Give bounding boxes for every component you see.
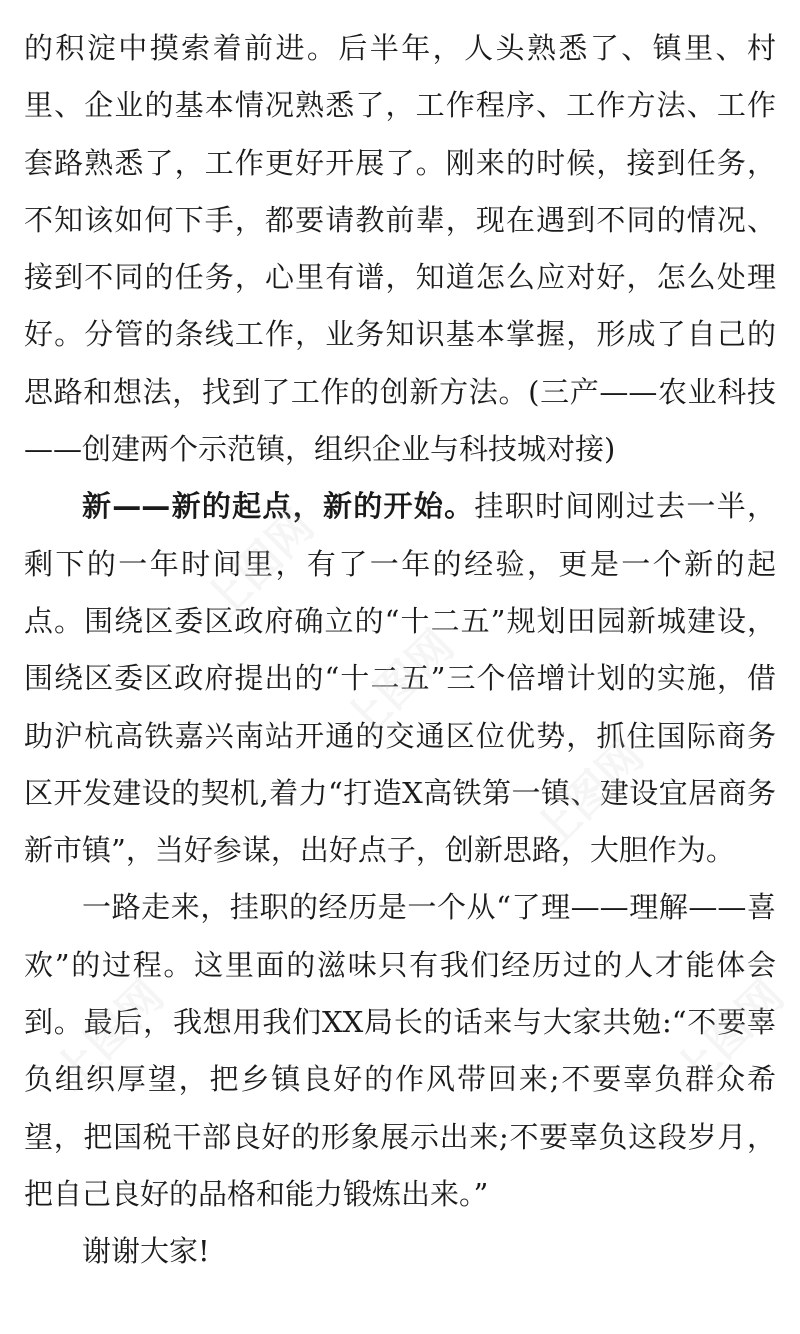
watermark: 上图网 (334, 620, 464, 750)
watermark: 上图网 (44, 970, 174, 1100)
paragraph-continuation: 的积淀中摸索着前进。后半年，人头熟悉了、镇里、村里、企业的基本情况熟悉了，工作程序、工作方法、工作套路熟悉了，工作更好开展了。刚来的时候，接到任务，不知该如何下手，都要请教前辈，现在遇到不同的情况、接到不同的任务，心里有谱，知道怎么应对好，怎么处理好。分管的条线工作，业务知识基本掌握，形成了自己的思路和想法，找到了工作的创新方法。(三产——农业科技——创建两个示范镇，组织企业与科技城对接) (24, 31, 776, 467)
watermark: 上图网 (194, 500, 324, 630)
paragraph-thanks: 谢谢大家! (82, 1234, 210, 1269)
watermark: 上图网 (664, 970, 794, 1100)
paragraph-closing-remarks: 一路走来，挂职的经历是一个从“了理——理解——喜欢”的过程。这里面的滋味只有我们经历过的人才能体会到。最后，我想用我们XX局长的话来与大家共勉:“不要辜负组织厚望，把乡镇良好的作风带回来;不要辜负群众希望，把国税干部良好的形象展示出来;不要辜负这段岁月，把自己良好的品格和能力锻炼出来。” (24, 890, 776, 1211)
paragraph-lead-heading: 新——新的起点，新的开始。 (82, 489, 475, 524)
paragraph-body: 挂职时间刚过去一半，剩下的一年时间里，有了一年的经验，更是一个新的起点。围绕区委区政府确立的“十二五”规划田园新城建设，围绕区委区政府提出的“十二五”三个倍增计划的实施，借助沪杭高铁嘉兴南站开通的交通区位优势，抓住国际商务区开发建设的契机,着力“打造X高铁第一镇、建设宜居商务新市镇”，当好参谋，出好点子，创新思路，大胆作为。 (24, 489, 776, 868)
paragraph-new-start (24, 478, 776, 879)
watermark: 上图网 (524, 730, 654, 860)
